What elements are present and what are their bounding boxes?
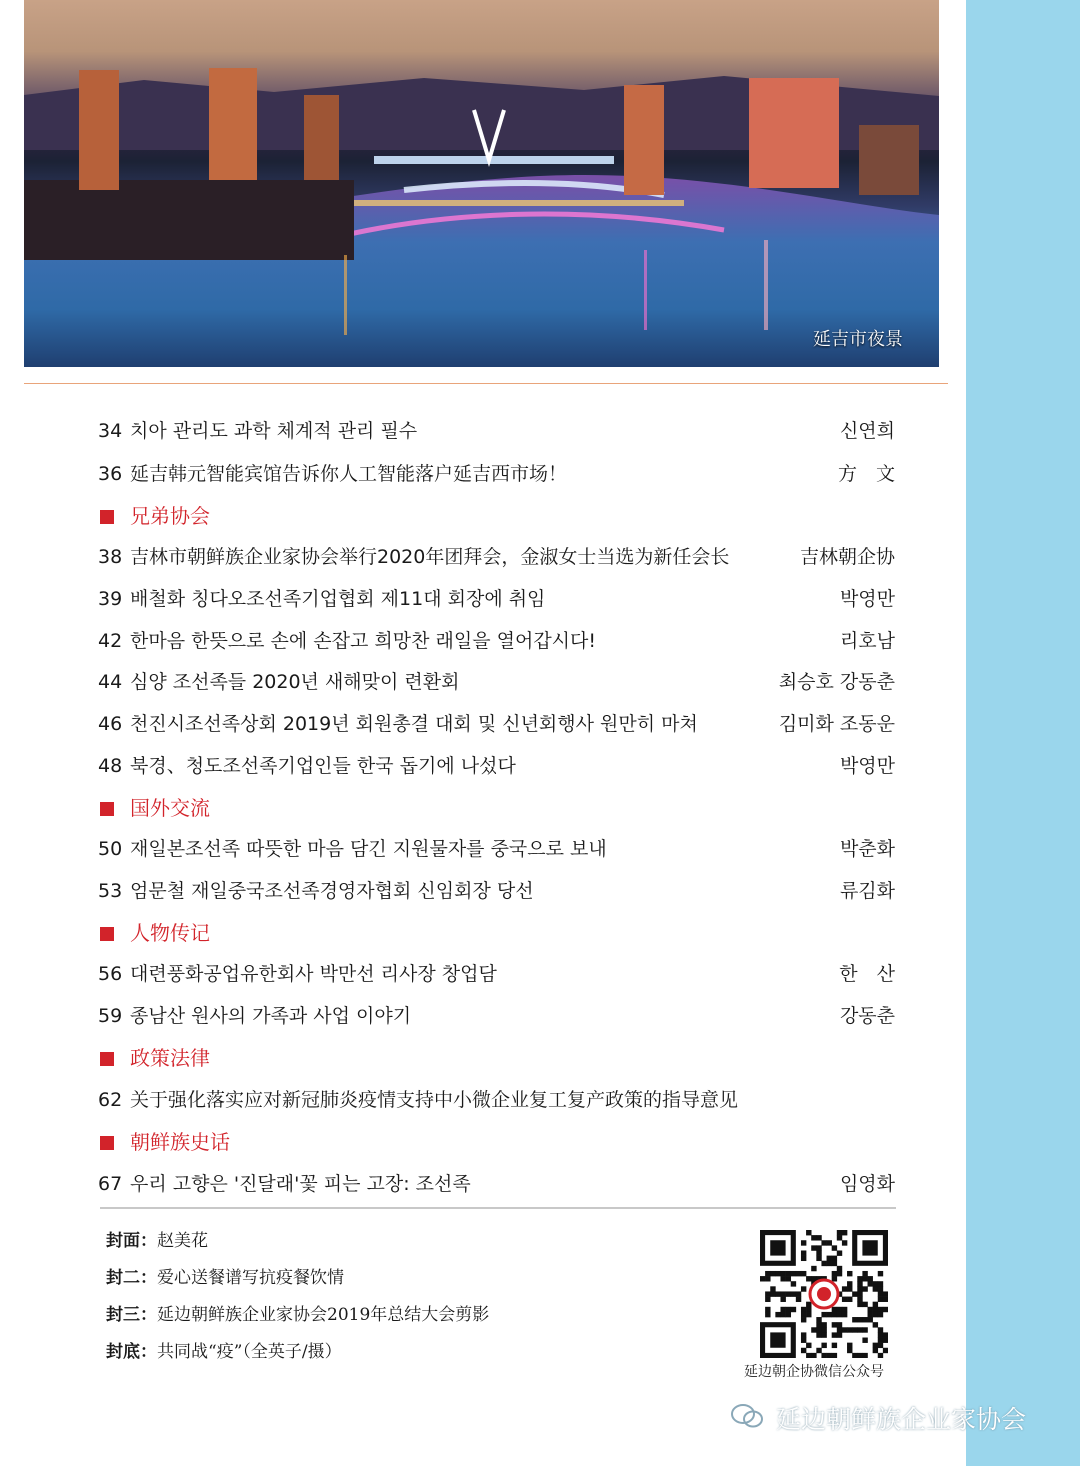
- city-night-scene: [24, 0, 939, 367]
- bottom-divider: [100, 1207, 896, 1209]
- toc-page-number: 38: [98, 546, 123, 568]
- toc-article-title: 한마음 한뜻으로 손에 손잡고 희망찬 래일을 열어갑시다!: [130, 630, 596, 652]
- toc-entry: [98, 1001, 895, 1031]
- toc-page-number: 56: [98, 963, 123, 985]
- toc-article-title: 우리 고향은 '진달래'꽃 피는 고장: 조선족: [130, 1173, 471, 1195]
- section-marker-icon: [100, 927, 114, 941]
- toc-entry: [98, 626, 895, 656]
- credit-line: [106, 1265, 344, 1291]
- qr-code-icon: [760, 1230, 888, 1358]
- toc-article-title: 吉林市朝鲜族企业家协会举行2020年团拜会，金淑女士当选为新任会长: [130, 546, 730, 568]
- toc-entry: [98, 876, 895, 906]
- toc-article-title: 천진시조선족상회 2019년 회원총결 대회 및 신년회행사 원만히 마쳐: [130, 713, 698, 735]
- section-heading: [100, 793, 210, 823]
- toc-author: 한 산: [839, 963, 895, 985]
- toc-article-title: 북경、청도조선족기업인들 한국 돕기에 나섰다: [130, 755, 516, 777]
- hero-photo: [24, 0, 939, 367]
- section-title: 政策法律: [130, 1046, 210, 1070]
- toc-page-number: 42: [98, 630, 123, 652]
- toc-page-number: 46: [98, 713, 123, 735]
- toc-author: 박영만: [839, 755, 895, 777]
- toc-entry: [98, 584, 895, 614]
- credit-label: 封二：: [106, 1268, 157, 1288]
- toc-article-title: 延吉韩元智能宾馆告诉你人工智能落户延吉西市场！: [130, 463, 568, 485]
- toc-entry: [98, 834, 895, 864]
- toc-article-title: 배철화 칭다오조선족기업협회 제11대 회장에 취임: [130, 588, 546, 610]
- credit-line: [106, 1302, 489, 1328]
- toc-article-title: 대련풍화공업유한회사 박만선 리사장 창업담: [130, 963, 497, 985]
- toc-entry: [98, 542, 895, 572]
- credit-text: 赵美花: [157, 1231, 208, 1251]
- toc-entry: [98, 459, 895, 489]
- section-marker-icon: [100, 1052, 114, 1066]
- toc-page-number: 59: [98, 1005, 123, 1027]
- section-marker-icon: [100, 510, 114, 524]
- section-title: 兄弟协会: [130, 504, 210, 528]
- toc-author: 신연희: [839, 420, 895, 442]
- toc-author: 류김화: [839, 880, 895, 902]
- top-divider: [24, 383, 948, 384]
- toc-article-title: 关于强化落实应对新冠肺炎疫情支持中小微企业复工复产政策的指导意见: [130, 1089, 739, 1111]
- credit-text: 延边朝鲜族企业家协会2019年总结大会剪影: [157, 1305, 490, 1325]
- toc-page-number: 62: [98, 1089, 123, 1111]
- toc-author: 박영만: [839, 588, 895, 610]
- section-marker-icon: [100, 802, 114, 816]
- toc-author: 박춘화: [839, 838, 895, 860]
- credit-line: [106, 1228, 208, 1254]
- toc-page-number: 48: [98, 755, 123, 777]
- toc-entry: [98, 1169, 895, 1199]
- section-heading: [100, 1127, 230, 1157]
- toc-author: 강동춘: [839, 1005, 895, 1027]
- toc-page-number: 67: [98, 1173, 123, 1195]
- credit-label: 封面：: [106, 1231, 157, 1251]
- toc-article-title: 치아 관리도 과학 체계적 관리 필수: [130, 420, 418, 442]
- toc-entry: [98, 709, 895, 739]
- section-heading: [100, 1043, 210, 1073]
- toc-page-number: 36: [98, 463, 123, 485]
- toc-page-number: 50: [98, 838, 123, 860]
- toc-article-title: 엄문철 재일중국조선족경영자협회 신임회장 당선: [130, 880, 534, 902]
- section-title: 国外交流: [130, 796, 210, 820]
- qr-caption: 延边朝企协微信公众号: [744, 1364, 884, 1380]
- section-title: 朝鲜族史话: [130, 1130, 230, 1154]
- toc-author: 吉林朝企协: [799, 546, 895, 568]
- toc-article-title: 심양 조선족들 2020년 새해맞이 련환회: [130, 671, 460, 693]
- toc-author: 리호남: [839, 630, 895, 652]
- toc-page-number: 44: [98, 671, 123, 693]
- photo-caption: 延吉市夜景: [813, 329, 903, 350]
- wechat-watermark: [730, 1402, 1070, 1438]
- toc-page-number: 53: [98, 880, 123, 902]
- toc-entry: [98, 416, 895, 446]
- credit-text: 爱心送餐谱写抗疫餐饮情: [157, 1268, 344, 1288]
- credit-text: 共同战“疫”（全英子/摄）: [157, 1342, 342, 1362]
- section-title: 人物传记: [130, 921, 210, 945]
- section-heading: [100, 501, 210, 531]
- credit-label: 封三：: [106, 1305, 157, 1325]
- toc-page-number: 34: [98, 420, 123, 442]
- watermark-text: 延边朝鲜族企业家协会: [775, 1405, 1026, 1434]
- toc-entry: [98, 959, 895, 989]
- toc-article-title: 종남산 원사의 가족과 사업 이야기: [130, 1005, 412, 1027]
- toc-author: 임영화: [839, 1173, 895, 1195]
- toc-author: 김미화 조동운: [778, 713, 895, 735]
- wechat-icon: [730, 1403, 768, 1439]
- toc-entry: [98, 667, 895, 697]
- toc-entry: [98, 1085, 895, 1115]
- toc-article-title: 재일본조선족 따뜻한 마음 담긴 지원물자를 중국으로 보내: [130, 838, 607, 860]
- side-color-band: [966, 0, 1080, 1466]
- toc-author: 최승호 강동춘: [778, 671, 895, 693]
- toc-entry: [98, 751, 895, 781]
- credit-line: [106, 1339, 342, 1365]
- toc-page-number: 39: [98, 588, 123, 610]
- section-heading: [100, 918, 210, 948]
- section-marker-icon: [100, 1136, 114, 1150]
- credit-label: 封底：: [106, 1342, 157, 1362]
- toc-author: 方 文: [837, 463, 895, 485]
